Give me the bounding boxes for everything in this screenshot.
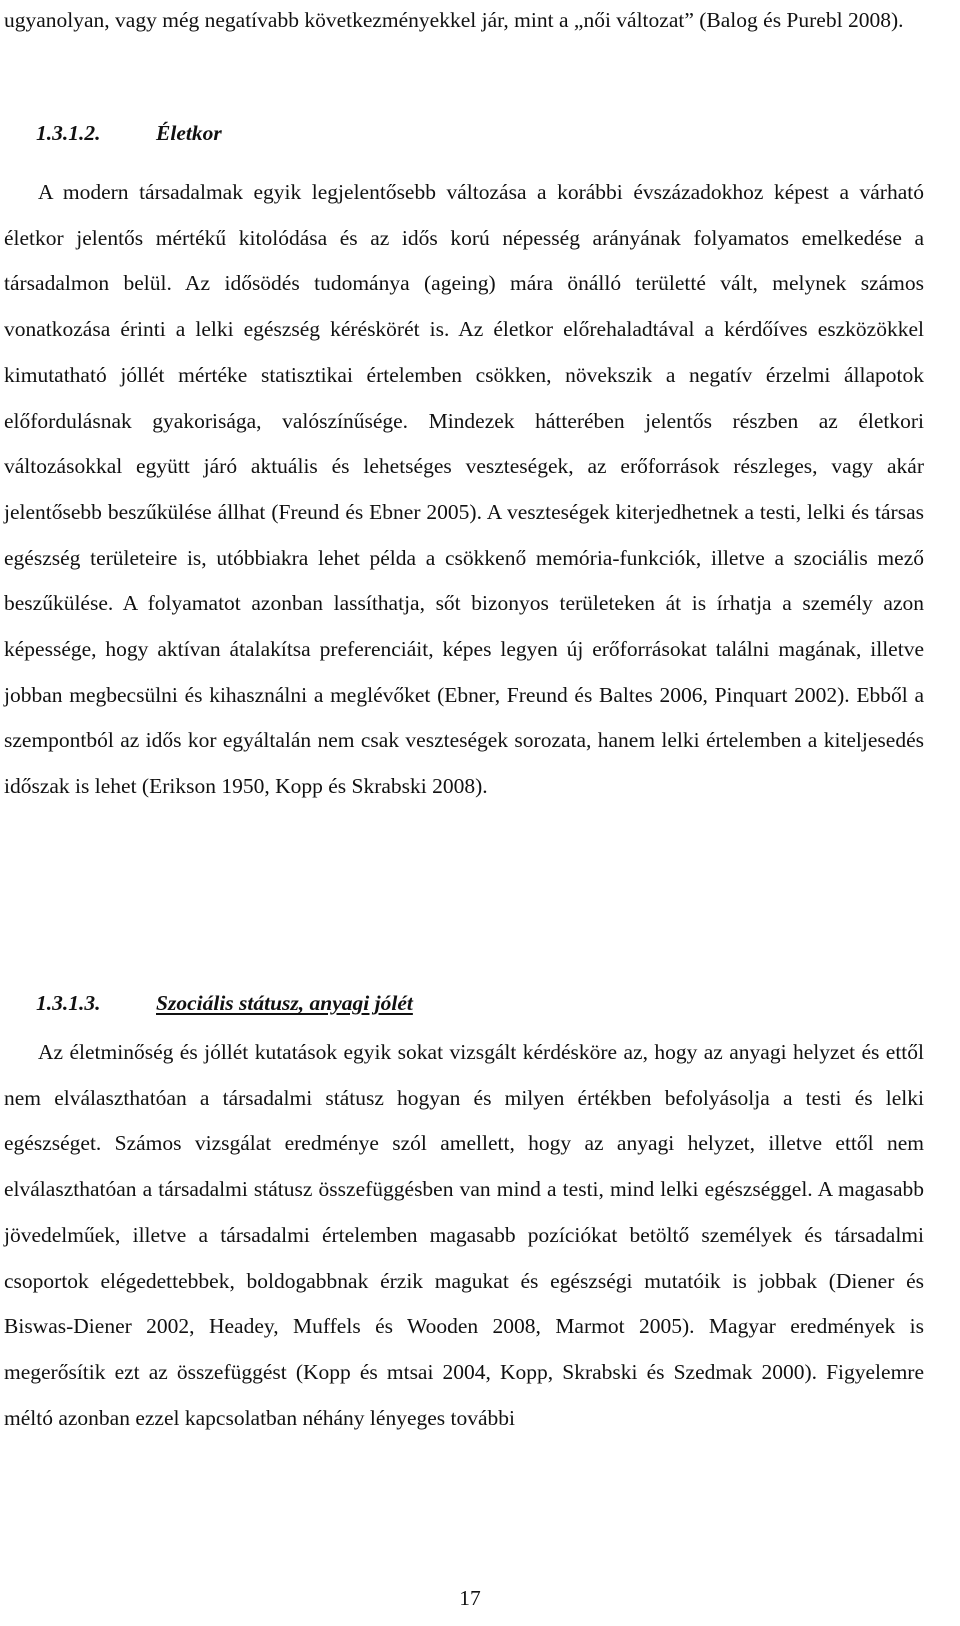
section-title: Életkor	[156, 121, 222, 145]
section-number: 1.3.1.2.	[36, 121, 101, 145]
section-number: 1.3.1.3.	[36, 991, 101, 1015]
body-paragraph-eletkor: A modern társadalmak egyik legjelentősebb változása a korábbi évszázadokhoz képest a várható életkor jelentős mértékű kitolódása és az idős korú népesség arányának folyamatos emelkedése a társadalmon belül. Az idősödés tudománya (ageing) mára önálló területté vált, melynek számos vonatkozása érinti a lelki egészség kéréskörét is. Az életkor előrehaladtával a kérdőíves eszközökkel kimutatható jóllét mértéke statisztikai értelemben csökken, növekszik a negatív érzelmi állapotok előfordulásnak gyakorisága, valószínűsége. Mindezek hátterében jelentős részben az életkori változásokkal együtt járó aktuális és lehetséges veszteségek, az erőforrások részleges, vagy akár jelentősebb beszűkülése állhat (Freund és Ebner 2005). A veszteségek kiterjedhetnek a testi, lelki és társas egészség területeire is, utóbbiakra lehet példa a csökkenő memória-funkciók, illetve a szociális mező beszűkülése. A folyamatot azonban lassíthatja, sőt bizonyos területeken át is írhatja a személy azon képessége, hogy aktívan átalakítsa preferenciáit, képes legyen új erőforrásokat találni magának, illetve jobban megbecsülni és kihasználni a meglévőket (Ebner, Freund és Baltes 2006, Pinquart 2002). Ebből a szempontból az idős kor egyáltalán nem csak veszteségek sorozata, hanem lelki értelemben a kiteljesedés időszak is lehet (Erikson 1950, Kopp és Skrabski 2008).	[4, 180, 924, 799]
section-heading-eletkor	[36, 118, 222, 148]
continuation-paragraph: ugyanolyan, vagy még negatívabb következményekkel jár, mint a „női változat” (Balog és Purebl 2008).	[4, 8, 904, 32]
section-title: Szociális státusz, anyagi jólét	[156, 991, 413, 1015]
body-paragraph-szocialis-statusz: Az életminőség és jóllét kutatások egyik sokat vizsgált kérdésköre az, hogy az anyagi helyzet és ettől nem elválaszthatóan a társadalmi státusz hogyan és milyen értékben befolyásolja a testi és lelki egészséget. Számos vizsgálat eredménye szól amellett, hogy az anyagi helyzet, illetve ettől nem elválaszthatóan a társadalmi státusz összefüggésben van mind a testi, mind lelki egészséggel. A magasabb jövedelműek, illetve a társadalmi értelemben magasabb pozíciókat betöltő személyek és társadalmi csoportok elégedettebbek, boldogabbnak érzik magukat és egészségi mutatóik is jobbak (Diener és Biswas-Diener 2002, Headey, Muffels és Wooden 2008, Marmot 2005). Magyar eredmények is megerősítik ezt az összefüggést (Kopp és mtsai 2004, Kopp, Skrabski és Szedmak 2000). Figyelemre méltó azonban ezzel kapcsolatban néhány lényeges további	[4, 1040, 924, 1430]
page-number: 17	[459, 1586, 481, 1610]
section-heading-szocialis-statusz	[36, 988, 413, 1018]
